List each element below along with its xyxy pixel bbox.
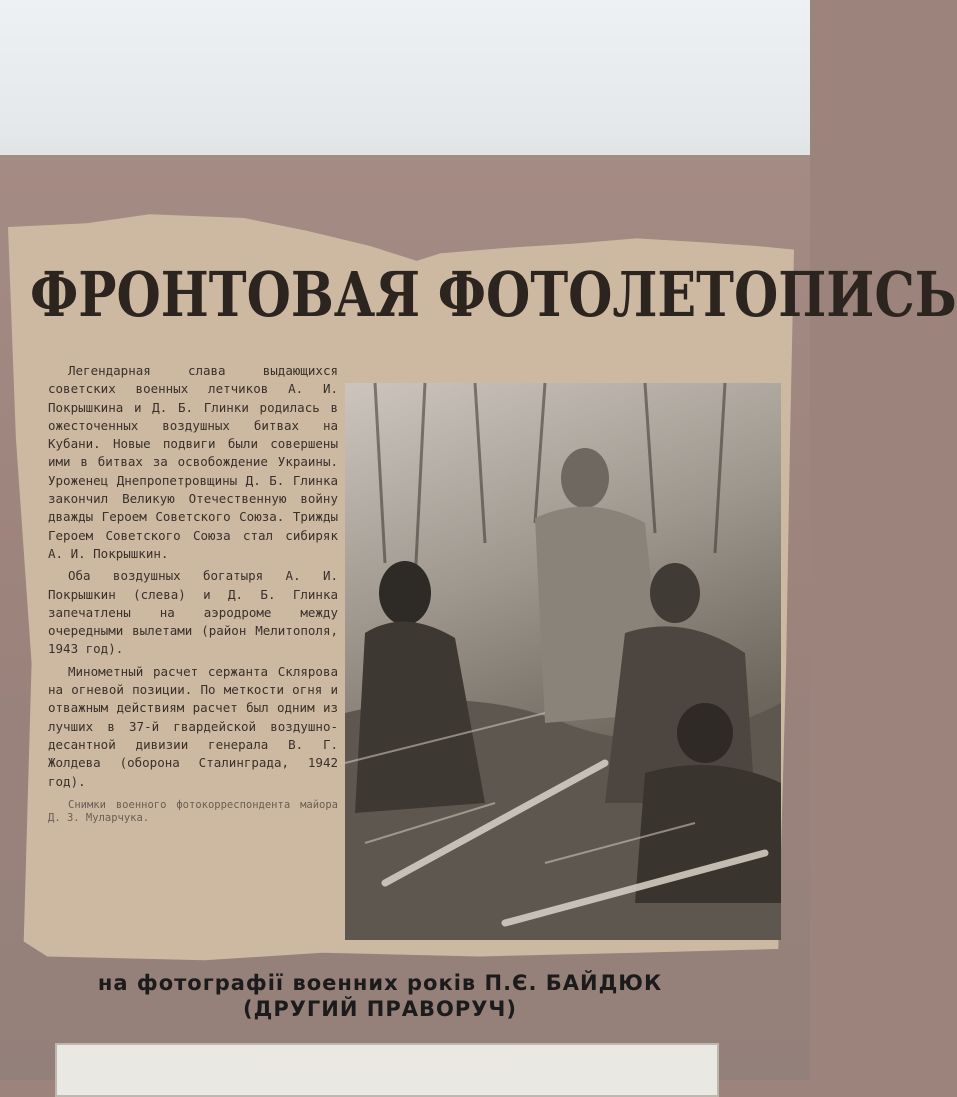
photo-credit: Снимки военного фотокорреспондента майора Д. З. Муларчука. [48,798,338,824]
museum-caption [0,970,760,1022]
article-paragraph: Оба воздушных богатыря А. И. Покрышкин (слева) и Д. Б. Глинка запечатлены на аэродроме между очередными вылетами (район Мелитополя, 1943 год). [48,568,338,657]
next-exhibit-frame [55,1043,719,1097]
war-photo-illustration [345,383,781,940]
war-photo [345,383,781,940]
headline: ФРОНТОВАЯ ФОТОЛЕТОПИСЬ [30,258,957,331]
caption-line-1: на фотографії военних років П.Є. БАЙДЮК [97,971,663,995]
soldier-left [355,561,485,813]
article-text [48,362,338,829]
article-paragraph: Легендарная слава выдающихся советских военных летчиков А. И. Покрышкина и Д. Б. Глинки родилась в ожесточенных воздушных битвах на Кубани. Новые подвиги были совершены ими в битвах за освобождение Украины. Уроженец Днепропетровщины Д. Б. Глинка закончил Великую Отечественную войну дважды Героем Советского Союза. Трижды Героем Советского Союза стал сибиряк А. И. Покрышкин. [48,363,338,561]
article-paragraph: Минометный расчет сержанта Склярова на огневой позиции. По меткости огня и отважным действиям расчет был одним из лучших в 37-й гвардейской воздушно-десантной дивизии генерала В. Г. Жолдева (оборона Сталинграда, 1942 год). [48,663,338,789]
caption-line-2: (ДРУГИЙ ПРАВОРУЧ) [243,997,517,1021]
